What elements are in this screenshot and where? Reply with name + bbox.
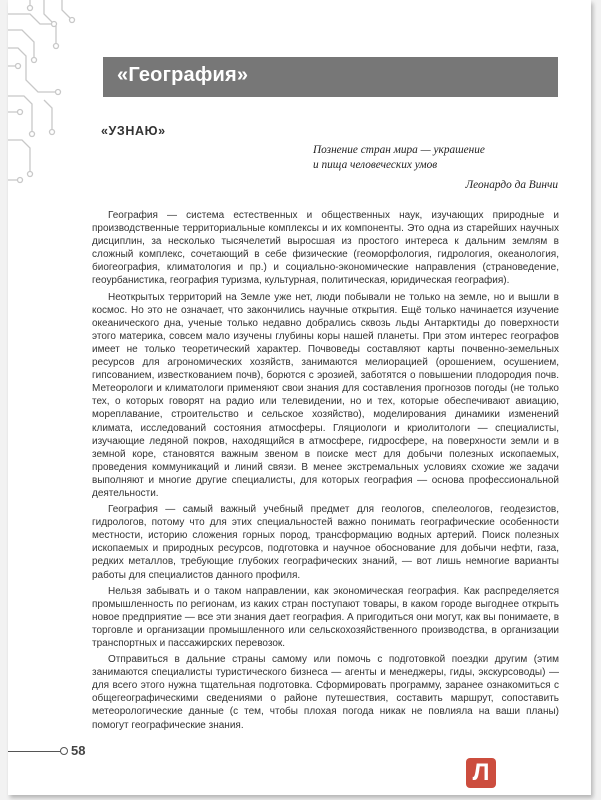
- page-number: 58: [71, 743, 86, 758]
- paragraph-1: География — система естественных и общественных наук, изучающих природные и производственные территориальные комплексы и их компоненты. Это одна из старейших научных дисциплин, за несколько тысячелетий выросшая из простого интереса к дальним землям в сложный комплекс, сочетающий в себе физические (геоморфология, гидрология, океанология, биогеография, климатология и пр.) и социально-экономические направления (страноведение, геоурбанистика, география туризма, культурная, политическая, юридическая география).: [92, 210, 559, 287]
- paragraph-5: Отправиться в дальние страны самому или помочь с подготовкой поездки другим (этим занимаются специалисты туристического бизнеса — агенты и менеджеры, гиды, экскурсоводы) — для всего этого нужна тщательная подготовка. Сформировать программу, заранее ознакомиться с общегеографическими сведениями о районе путешествия, составить маршрут, сопоставить метеорологические данные (с тем, чтобы плохая погода никак не повлияла на ваши планы) помогут географические знания.: [92, 654, 559, 731]
- title-banner: [103, 57, 558, 97]
- paragraph-4: Нельзя забывать и о таком направлении, как экономическая география. Как распределяется промышленность по регионам, из каких стран поступают товары, в каком городе выгоднее открыть новое предприятие — все эти знания дает география. А пригодиться они могут, как вы понимаете, в торговле и организации промышленного или сельскохозяйственного производства, в организации транспортных и пассажирских перевозок.: [92, 585, 560, 649]
- circuit-pattern-decoration: [8, 0, 88, 200]
- epigraph: [313, 143, 558, 193]
- section-label: «УЗНАЮ»: [101, 124, 166, 138]
- labirint-logo-watermark: Л: [466, 758, 496, 788]
- page-number-dot: [60, 747, 68, 755]
- page-number-rule: [8, 751, 63, 752]
- epigraph-line-1: Познение стран мира — украшение: [313, 144, 485, 156]
- paragraph-3: География — самый важный учебный предмет для геологов, спелеологов, геодезистов, гидрологов, потому что для этих специальностей важно понимать географические особенности местности, историю сложения горных пород, трансформацию водных артерий. Поиск полезных ископаемых и природных ресурсов, подготовка и научное обоснование для добычи нефти, газа, редких металлов, требующие глубоких географических знаний, — вот лишь немногие варианты работы для специалистов данного профиля.: [92, 504, 559, 581]
- epigraph-line-2: и пища человеческих умов: [313, 158, 438, 171]
- paragraph-2: Неоткрытых территорий на Земле уже нет, люди побывали не только на земле, но и вышли в космос. Но это не означает, что закончились научные открытия. Ещё только начинается изучение океанического дна, ученые только недавно добрались сквозь льды Антарктиды до поверхности этого материка, совсем мало изучены глубины коры нашей планеты. При этом интерес географов имеет не только теоретический характер. Почвоведы составляют карты почвенно-земельных ресурсов для агрономических хозяйств, занимаются мелиорацией (орошением, осушением, гипсованием, известкованием почв), борются с эрозией, заботятся о повышении плодородия почв. Метеорологи и климатологи применяют свои знания для составления прогнозов погоды (не только тех, о которых говорят на радио или телевидении, но и тех, которые обеспечивают авиацию, мореплавание, строительство и сельское хозяйство), моделирования динамики изменений климата, исследований состояния атмосферы. Гляциологи и криолитологи — специалисты, изучающие ледяной покров, находящийся в атмосфере, гидросфере, на поверхности земли и в земной коре, становятся важным звеном в поиске мест для добычи полезных ископаемых, проведения коммуникаций и линий связи. В менее экстремальных условиях схожие же задачи выполняют и многие другие специалисты, для которых география — основа профессиональной деятельности.: [92, 291, 559, 499]
- page-title: «География»: [117, 64, 249, 86]
- article-body: [92, 209, 559, 732]
- book-page: [8, 0, 591, 795]
- epigraph-author: Леонардо да Винчи: [465, 179, 558, 191]
